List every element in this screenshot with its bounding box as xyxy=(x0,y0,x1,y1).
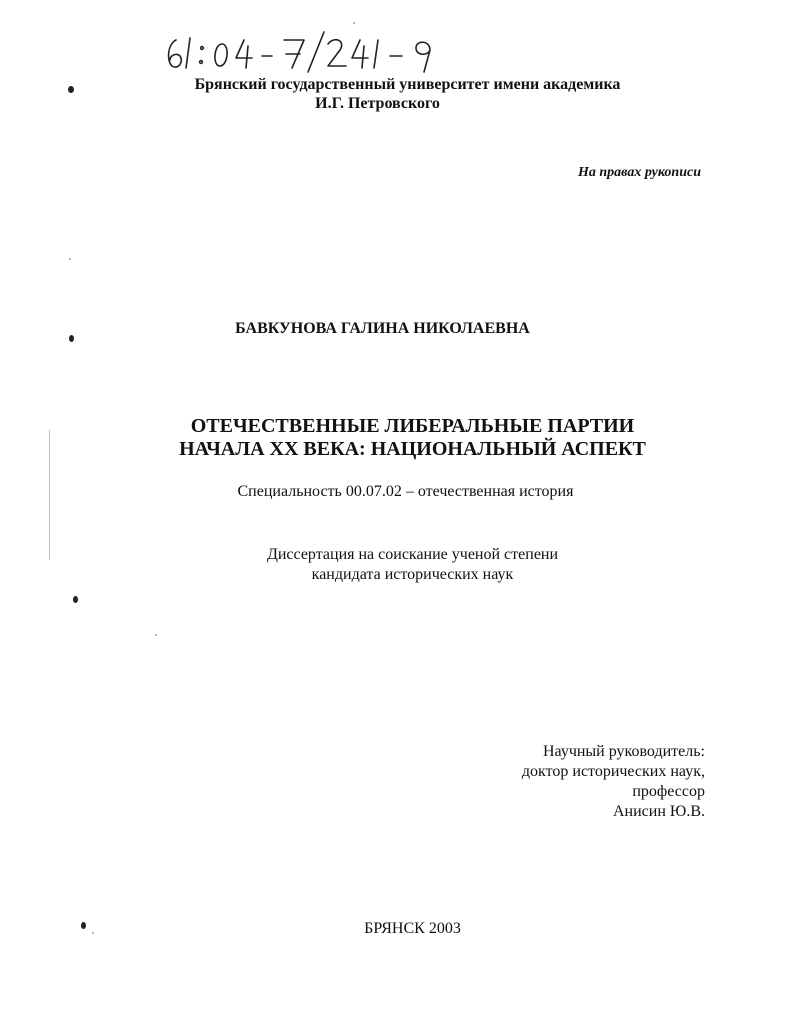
binding-mark xyxy=(73,596,78,603)
binding-mark xyxy=(69,335,74,342)
scan-speck xyxy=(92,932,94,934)
scan-speck xyxy=(69,258,71,260)
specialty-line: Специальность 00.07.02 – отечественная история xyxy=(237,483,574,500)
supervisor-name: Анисин Ю.В. xyxy=(612,803,705,820)
supervisor-title: профессор xyxy=(632,783,705,800)
scan-speck xyxy=(353,22,355,24)
binding-mark xyxy=(68,86,74,93)
dissertation-title-line1: ОТЕЧЕСТВЕННЫЕ ЛИБЕРАЛЬНЫЕ ПАРТИИ xyxy=(190,415,635,437)
scan-speck xyxy=(155,634,157,636)
degree-line1: Диссертация на соискание ученой степени xyxy=(266,546,559,563)
city-year: БРЯНСК 2003 xyxy=(364,920,461,937)
university-name-line1: Брянский государственный университет имени академика xyxy=(194,76,621,93)
university-name-line2: И.Г. Петровского xyxy=(315,95,440,112)
degree-line2: кандидата исторических наук xyxy=(311,566,514,583)
supervisor-degree: доктор исторических наук, xyxy=(521,763,705,780)
supervisor-label: Научный руководитель: xyxy=(542,743,705,760)
supervisor-block xyxy=(522,742,705,822)
binding-mark xyxy=(81,922,86,929)
author-name: БАВКУНОВА ГАЛИНА НИКОЛАЕВНА xyxy=(235,320,530,337)
handwritten-archive-code xyxy=(162,26,462,76)
rights-note: На правах рукописи xyxy=(578,165,701,180)
dissertation-title-line2: НАЧАЛА XX ВЕКА: НАЦИОНАЛЬНЫЙ АСПЕКТ xyxy=(179,438,646,460)
scan-line xyxy=(49,430,50,560)
